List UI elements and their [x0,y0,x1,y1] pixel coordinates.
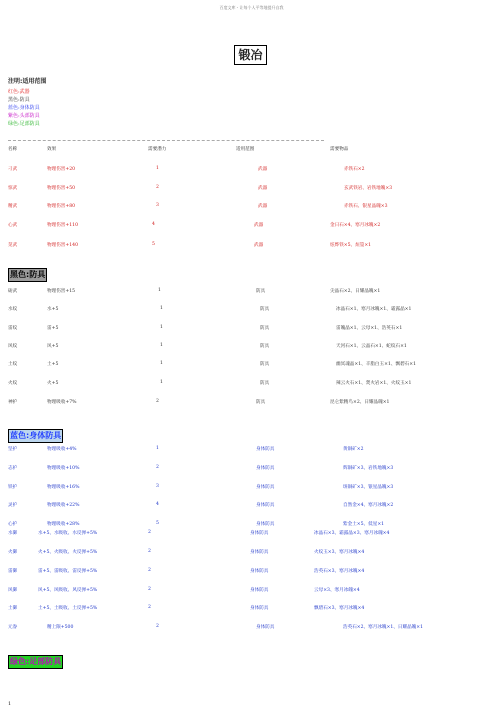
table-cell: 1 [160,306,163,311]
table-cell: 物理伤害+80 [47,204,76,209]
table-cell: 玄武铁岩、岩铁地魄×3 [344,186,393,191]
table-cell: 物理吸收+4% [47,447,77,452]
table-cell: 2 [148,530,151,535]
table-cell: 土御 [8,606,18,611]
table-cell: 1 [158,288,161,293]
table-cell: 辉铜矿×3、岩铁地魄×3 [343,466,394,471]
table-cell: 防具 [260,326,270,331]
table-cell: 火纹玉×3、寒月冰魄×4 [314,550,365,555]
table-cell: 身体防具 [256,625,275,630]
table-cell: 辣云火石×1、焚火岩×1、火纹玉×1 [336,381,412,386]
table-cell: 昆仑紫精鸟×2、日耀晶魄×1 [330,400,390,405]
table-cell: 雷+5 [47,326,59,331]
note-red: 红色:武器 [8,89,30,95]
table-cell: 身体防具 [250,531,269,536]
table-cell: 物理吸收+7% [47,400,77,405]
table-cell: 云母×3、寒月冰魄×4 [314,588,360,593]
table-cell: 惊武 [8,186,18,191]
divider [8,140,324,141]
table-cell: 赤铁石、银星晶魄×3 [344,204,388,209]
table-cell: 火+5 [47,381,59,386]
table-cell: 2 [156,465,159,470]
table-cell: 2 [148,605,151,610]
table-cell: 风+5 [47,344,59,349]
table-cell: 精上限+500 [47,625,74,630]
table-cell: 物理吸收+16% [47,485,80,490]
table-cell: 物理吸收+10% [47,466,80,471]
table-cell: 身体防具 [250,606,269,611]
table-cell: 身体防具 [256,447,275,452]
table-cell: 物理吸收+22% [47,503,80,508]
table-cell: 2 [156,399,159,404]
table-cell: 志护 [8,466,18,471]
column-range: 适用范围 [236,147,255,152]
table-cell: 天河石×1、云晶石×1、蛇纹石×1 [336,344,407,349]
table-cell: 尖晶石×2、日耀晶魄×1 [330,289,381,294]
table-cell: 土+5 [47,362,59,367]
table-cell: 物理伤害+50 [47,186,76,191]
notes-title: 注明:适用范围 [8,78,47,85]
table-cell: 3 [156,203,159,208]
table-cell: 苋武 [8,243,18,248]
table-cell: 4 [156,502,159,507]
table-cell: 刁武 [8,167,18,172]
table-cell: 物理伤害+110 [47,223,78,228]
table-cell: 物理吸收+28% [47,522,80,527]
table-cell: 身体防具 [256,466,275,471]
table-cell: 黄铜矿×2 [343,447,364,452]
table-cell: 防具 [260,344,270,349]
table-cell: 飘碧石×3、寒月冰魄×4 [314,606,365,611]
table-cell: 武器 [258,186,268,191]
table-cell: 浩英石×2、寒月冰魄×1、日耀晶魄×1 [343,625,424,630]
table-cell: 斑铜矿×3、银星晶魄×3 [343,485,394,490]
table-cell: 武器 [258,204,268,209]
table-cell: 元眷 [8,625,18,630]
section-blue: 蓝色:身体防具 [8,429,63,443]
note-black: 黑色:防具 [8,97,30,103]
table-cell: 炫烨铁×5、烜篁×1 [330,243,372,248]
section-black: 黑色:防具 [8,268,47,282]
column-effect: 效果 [47,147,57,152]
table-cell: 1 [156,166,159,171]
table-cell: 物理伤害+140 [47,243,78,248]
table-cell: 风+5、风吸收、风反弹+5% [38,588,98,593]
table-cell: 水+5 [47,307,59,312]
table-cell: 金日石×4、寒月冰魄×2 [330,223,381,228]
table-cell: 雷+5、雷吸收、雷反弹+5% [38,569,98,574]
table-cell: 防具 [260,362,270,367]
note-purple: 紫色:头部防具 [8,113,40,119]
table-cell: 铁护 [8,485,18,490]
table-cell: 冰晶石×1、寒月冰魄×1、霜露晶×1 [336,307,412,312]
table-cell: 武器 [258,167,268,172]
table-cell: 身体防具 [250,588,269,593]
table-cell: 2 [148,549,151,554]
table-cell: 5 [152,242,155,247]
table-cell: 水御 [8,531,18,536]
table-cell: 身体防具 [250,550,269,555]
table-cell: 风御 [8,588,18,593]
table-cell: 1 [156,446,159,451]
table-cell: 自然金×4、寒月冰魄×2 [343,503,394,508]
table-cell: 坚护 [8,447,18,452]
table-cell: 精武 [8,204,18,209]
section-green: 绿色:足部防具 [8,655,63,669]
table-cell: 赤铁石×2 [344,167,365,172]
table-cell: 2 [148,587,151,592]
table-cell: 心护 [8,522,18,527]
table-cell: 武器 [254,243,264,248]
table-cell: 紫金土×5、低星×1 [343,522,385,527]
table-cell: 3 [156,484,159,489]
table-cell: 砺武 [8,289,18,294]
table-cell: 1 [160,343,163,348]
table-cell: 物理伤害+15 [47,289,76,294]
column-items: 需要物品 [330,147,349,152]
table-cell: 2 [156,624,159,629]
column-potential: 需要潜力 [148,147,167,152]
table-cell: 身体防具 [256,503,275,508]
table-cell: 灵护 [8,503,18,508]
page-number: 1 [8,701,12,707]
table-cell: 幽冥魂晶×1、辛脂白玉×1、飘碧石×1 [336,362,417,367]
table-cell: 4 [152,222,155,227]
table-cell: 防具 [260,381,270,386]
table-cell: 浩英石×3、寒月冰魄×4 [314,569,365,574]
table-cell: 1 [160,361,163,366]
table-cell: 心武 [8,223,18,228]
page-header: 百度文库 - 让每个人平等地提升自我 [219,5,284,10]
table-cell: 火御 [8,550,18,555]
table-cell: 水+5、水吸收、水反弹+5% [38,531,98,536]
table-cell: 土纹 [8,362,18,367]
note-blue: 蓝色:身体防具 [8,105,40,111]
table-cell: 2 [148,568,151,573]
table-cell: 身体防具 [250,569,269,574]
note-green: 绿色:足部防具 [8,121,40,127]
table-cell: 火+5、火吸收、火反弹+5% [38,550,98,555]
table-cell: 武器 [254,223,264,228]
table-cell: 雷御 [8,569,18,574]
table-cell: 冰晶石×3、霜露晶×3、寒月冰魄×4 [314,531,390,536]
table-cell: 物理伤害+20 [47,167,76,172]
table-cell: 1 [160,380,163,385]
table-cell: 雷魄晶×1、云母×1、浩英石×1 [336,326,403,331]
table-cell: 2 [156,185,159,190]
table-cell: 1 [160,325,163,330]
page-title: 锻冶 [234,45,267,65]
table-cell: 水纹 [8,307,18,312]
table-cell: 土+5、土吸收、土反弹+5% [38,606,98,611]
table-cell: 身体防具 [256,522,275,527]
table-cell: 5 [156,521,159,526]
table-cell: 防具 [256,289,266,294]
table-cell: 雷纹 [8,326,18,331]
table-cell: 身体防具 [256,485,275,490]
table-cell: 防具 [260,307,270,312]
table-cell: 防具 [256,400,266,405]
table-cell: 火纹 [8,381,18,386]
table-cell: 风纹 [8,344,18,349]
table-cell: 神护 [8,400,18,405]
column-name: 名称 [8,147,18,152]
